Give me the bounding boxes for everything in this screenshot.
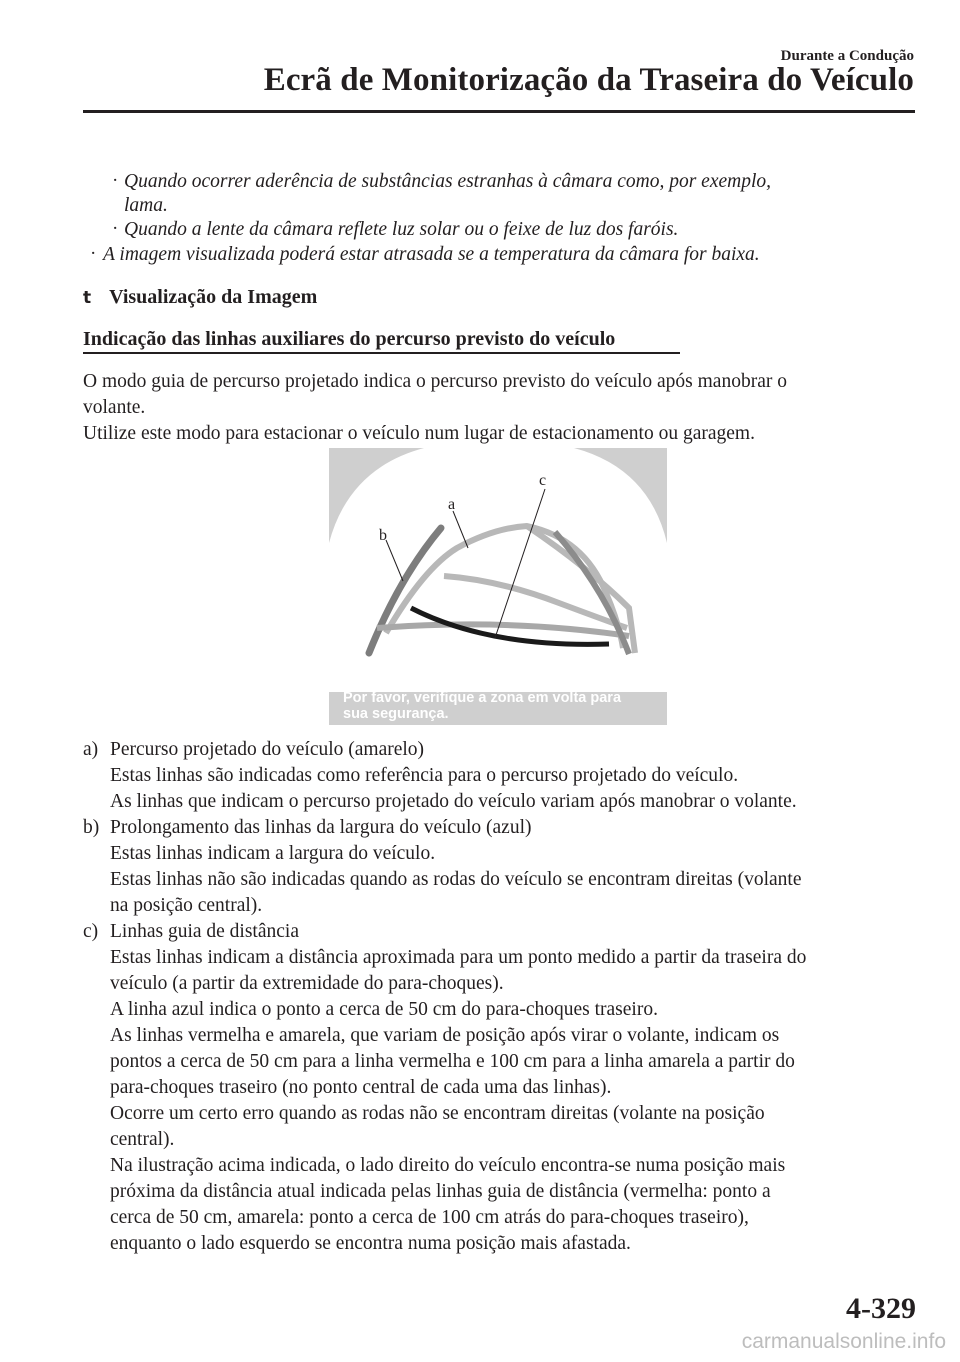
- item-letter: a): [83, 739, 99, 760]
- callout-c: c: [539, 472, 547, 489]
- camera-warning-line: Por favor, verifique a zona em volta para: [343, 690, 622, 706]
- item-line: Estas linhas são indicadas como referência para o percurso projetado do veículo.: [110, 765, 739, 786]
- item-line: Estas linhas indicam a distância aproximada para um ponto medido a partir da traseira do: [110, 947, 807, 968]
- item-line: Na ilustração acima indicada, o lado direito do veículo encontra-se numa posição mais: [110, 1155, 786, 1176]
- item-line: As linhas que indicam o percurso projetado do veículo variam após manobrar o volante.: [110, 791, 797, 812]
- item-letter: b): [83, 817, 100, 838]
- item-line: próxima da distância atual indicada pelas linhas guia de distância (vermelha: ponto a: [110, 1181, 771, 1202]
- bullet-mark: ·: [112, 218, 119, 239]
- paragraph-line: O modo guia de percurso projetado indica o percurso previsto do veículo após manobrar o: [83, 371, 787, 392]
- item-line: veículo (a partir da extremidade do para-choques).: [110, 973, 504, 994]
- section-marker: t: [83, 288, 92, 308]
- callout-b: b: [379, 527, 387, 544]
- bullet-text: Quando a lente da câmara reflete luz solar ou o feixe de luz dos faróis.: [124, 219, 679, 240]
- bullet-text: A imagem visualizada poderá estar atrasada se a temperatura da câmara for baixa.: [103, 244, 760, 265]
- footer-watermark: carmanualsonline.info: [741, 1330, 946, 1353]
- bullet-text: Quando ocorrer aderência de substâncias estranhas à câmara como, por exemplo,: [124, 171, 772, 192]
- running-section-title: Durante a Condução: [780, 48, 914, 64]
- bullet-mark: ·: [90, 243, 97, 264]
- item-line: Ocorre um certo erro quando as rodas não se encontram direitas (volante na posição: [110, 1103, 765, 1124]
- item-line: Estas linhas não são indicadas quando as rodas do veículo se encontram direitas (volante: [110, 869, 802, 890]
- section-heading: [83, 286, 317, 309]
- bullet-mark: ·: [112, 170, 119, 191]
- item-line: pontos a cerca de 50 cm para a linha vermelha e 100 cm para a linha amarela a partir do: [110, 1051, 795, 1072]
- item-line: central).: [110, 1129, 175, 1150]
- item-line: A linha azul indica o ponto a cerca de 50 cm do para-choques traseiro.: [110, 999, 658, 1020]
- item-line: Estas linhas indicam a largura do veículo.: [110, 843, 436, 864]
- section-heading-text: Visualização da Imagem: [109, 286, 318, 308]
- item-line: cerca de 50 cm, amarela: ponto a cerca de 100 cm atrás do para-choques traseiro),: [110, 1207, 749, 1228]
- item-title: Percurso projetado do veículo (amarelo): [110, 739, 425, 760]
- subsection-heading: Indicação das linhas auxiliares do percurso previsto do veículo: [83, 328, 616, 350]
- camera-warning-line: sua segurança.: [343, 706, 449, 722]
- item-title: Linhas guia de distância: [110, 921, 299, 942]
- item-title: Prolongamento das linhas da largura do veículo (azul): [110, 817, 532, 838]
- page-number: 4-329: [846, 1292, 916, 1325]
- header-rule: [83, 110, 915, 113]
- paragraph-line: Utilize este modo para estacionar o veículo num lugar de estacionamento ou garagem.: [83, 423, 755, 444]
- item-line: enquanto o lado esquerdo se encontra numa posição mais afastada.: [110, 1233, 631, 1254]
- paragraph-line: volante.: [83, 397, 146, 418]
- rear-camera-illustration: [329, 448, 667, 725]
- subsection-underline: [83, 352, 680, 354]
- item-line: As linhas vermelha e amarela, que variam de posição após virar o volante, indicam os: [110, 1025, 780, 1046]
- item-line: para-choques traseiro (no ponto central de cada uma das linhas).: [110, 1077, 612, 1098]
- item-line: na posição central).: [110, 895, 263, 916]
- page-title: Ecrã de Monitorização da Traseira do Veículo: [263, 62, 914, 98]
- item-letter: c): [83, 921, 99, 942]
- bullet-text: lama.: [124, 195, 168, 216]
- callout-a: a: [448, 496, 456, 513]
